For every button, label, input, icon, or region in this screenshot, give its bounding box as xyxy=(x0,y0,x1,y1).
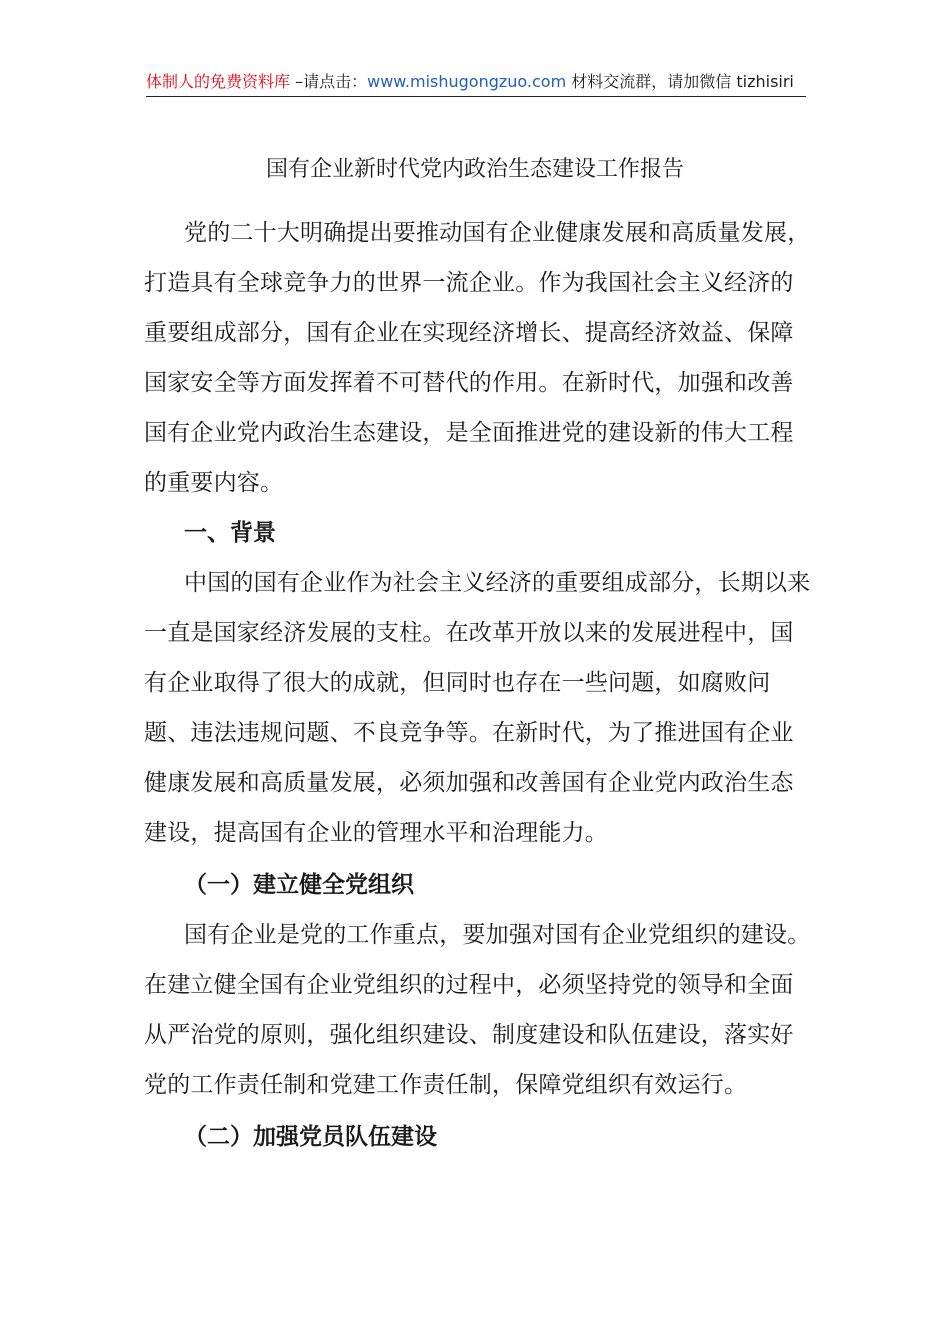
header-brand: 体制人的免费资料库 xyxy=(146,72,291,91)
intro-paragraph: 党的二十大明确提出要推动国有企业健康发展和高质量发展，打造具有全球竞争力的世界一流企业。作为我国社会主义经济的重要组成部分，国有企业在实现经济增长、提高经济效益、保障国家安全等方面发挥着不可替代的作用。在新时代，加强和改善国有企业党内政治生态建设，是全面推进党的建设新的伟大工程的重要内容。 xyxy=(144,220,811,496)
header-tail: 材料交流群，请加微信 tizhisiri xyxy=(566,72,794,91)
subsection-heading-party-organization: （一）建立健全党组织 xyxy=(184,872,414,898)
subsection-heading-member-team: （二）加强党员队伍建设 xyxy=(184,1124,437,1150)
header-separator: –请点击： xyxy=(290,72,368,91)
party-organization-paragraph: 国有企业是党的工作重点，要加强对国有企业党组织的建设。在建立健全国有企业党组织的过程中，必须坚持党的领导和全面从严治党的原则，强化组织建设、制度建设和队伍建设，落实好党的工作责任制和党建工作责任制，保障党组织有效运行。 xyxy=(144,922,811,1098)
section-heading-background: 一、背景 xyxy=(184,520,276,546)
background-paragraph: 中国的国有企业作为社会主义经济的重要组成部分，长期以来一直是国家经济发展的支柱。在改革开放以来的发展进程中，国有企业取得了很大的成就，但同时也存在一些问题，如腐败问题、违法违规问题、不良竞争等。在新时代，为了推进国有企业健康发展和高质量发展，必须加强和改善国有企业党内政治生态建设，提高国有企业的管理水平和治理能力。 xyxy=(144,570,811,846)
document-title: 国有企业新时代党内政治生态建设工作报告 xyxy=(265,157,684,182)
page-header xyxy=(146,70,806,97)
header-url-link[interactable]: www.mishugongzuo.com xyxy=(367,72,567,91)
